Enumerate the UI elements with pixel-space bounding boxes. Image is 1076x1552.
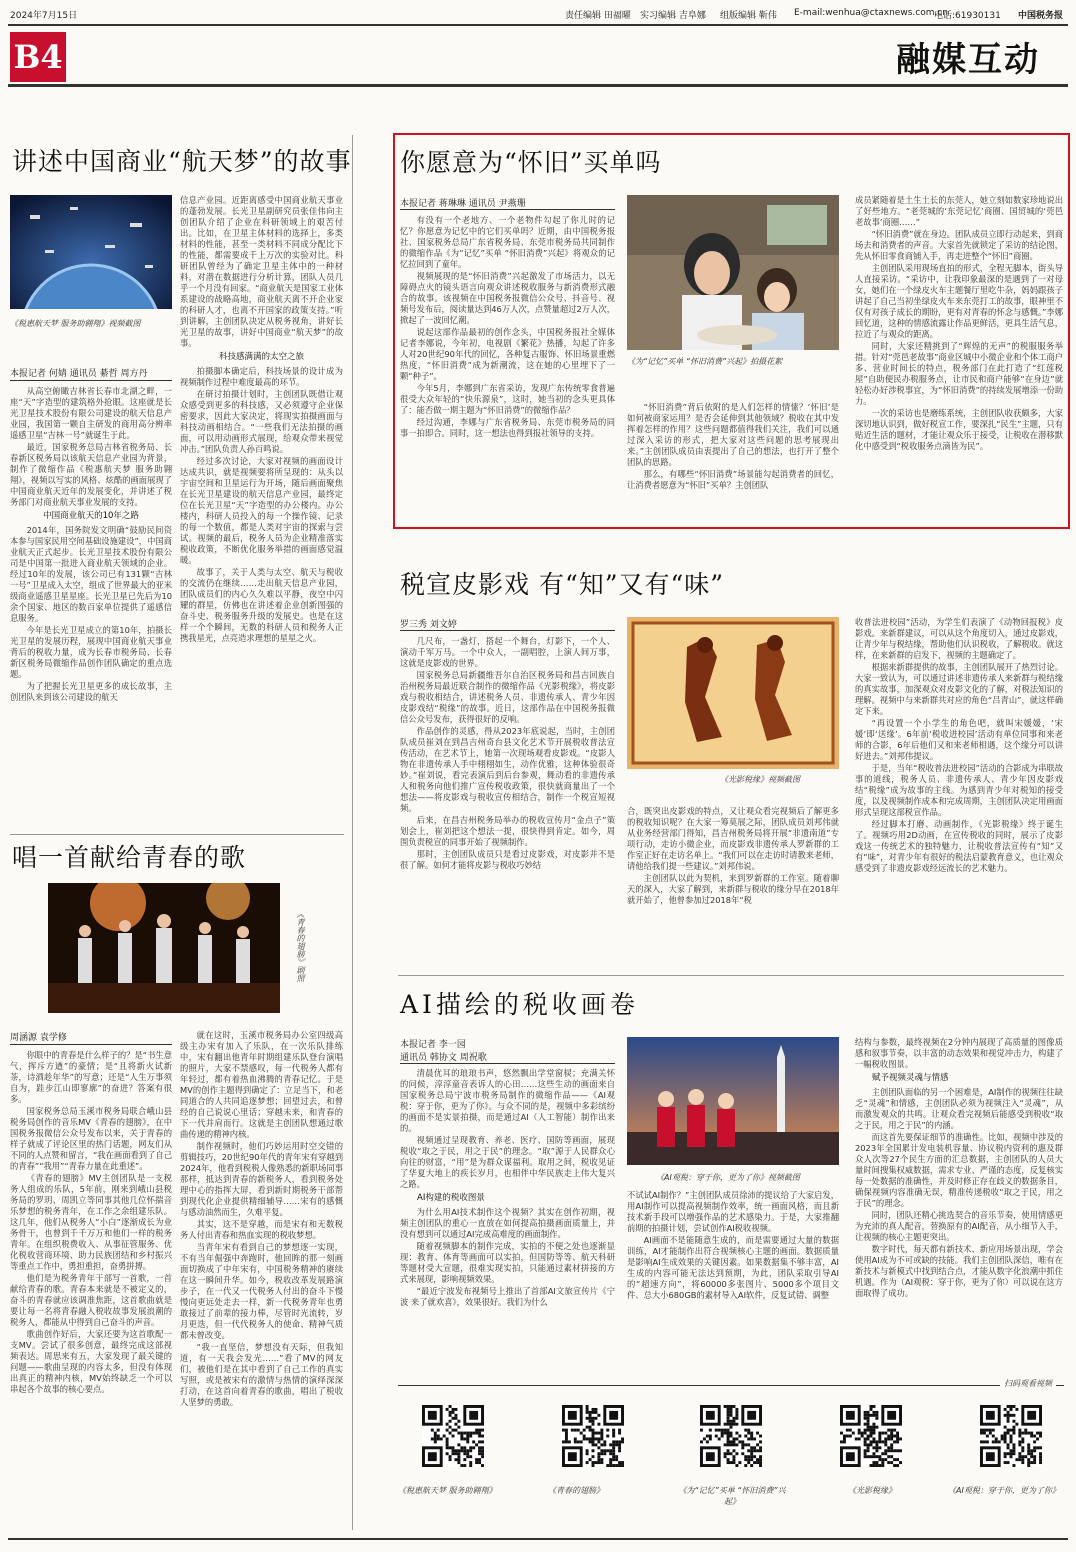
section-rule <box>8 84 1068 87</box>
paragraph: 其实，这不是穿越，而是宋有和无数税务人付出青春和热血实现的税收梦想。 <box>180 1219 343 1240</box>
intern-credit: 实习编辑 吉阜娜 <box>640 11 706 21</box>
paragraph: 最近，国家税务总局吉林省税务局、长春新区税务局以该航天信息产业园为背景，制作了微缩作品《税惠航天梦 服务助翱翔》，视频以写实的风格、炫酷的画面展现了中国商业航天近年的发展变化，并讲述了税务部门对商业航天事业发展的支持。 <box>10 442 172 507</box>
article3-byline-rule <box>10 1044 172 1045</box>
article5-caption: 《AI观税：穿于你，更为了你》视频截图 <box>656 1173 800 1182</box>
article1-subheading1: 中国商业航天的10年之路 <box>43 511 139 521</box>
article5-col2 <box>627 1190 839 1368</box>
designer-credit: 组版编辑 靳伟 <box>720 11 777 21</box>
article4-photo <box>627 617 839 769</box>
page-number-badge: B4 <box>10 32 66 82</box>
paragraph: 作品创作的灵感，得从2023年底说起，当时，主创团队成员崔刘在到昌吉州奇台县文化艺术节开展税收普法宣传活动，在艺术节上，她第一次现场观看皮影戏。“皮影人物在非遗传承人手中栩栩如生，动作优雅，这种体验很奇妙。”崔刘说，看完表演后到后台参观，舞动看的非遗传承人和税务向他们推广宣传税收政策，很快就商量出了一个想法——将皮影戏与税收宣传相结合，制作一个税宣短视频。 <box>400 726 615 813</box>
paragraph: 视频展现的是“怀旧消费”兴起激发了市场活力，以无障碍点火的镜头语言向观众讲述税收服务与新消费形式融合的故事。该视频在中国税务报微信公众号、抖音号、视频号发布后，阅读量达到46万人次，点赞量超过2万人次，掀起了一波回忆潮。 <box>400 271 615 325</box>
article4-col3 <box>855 617 1063 942</box>
qr-caption-1: 《税惠航天梦 服务助翱翔》 <box>398 1486 497 1495</box>
article3-col1 <box>10 1050 172 1534</box>
paragraph: 就在这时，玉溪市税务局办公室四级高级主办宋有加入了乐队，在一次乐队排练中，宋有翻出他青年时期组建乐队登台演唱的照片，大家不禁感叹，每一代税务人都有年轻过，都有着热血沸腾的青春记忆。于是MV的创作主题得到确定了：立足当下，和老同道合的人共同追逐梦想；回望过去，和曾经的自己说说心里话；穿越未来，和青春的下一代并肩而行。这就是主创团队想通过歌曲传递的精神内核。 <box>180 1030 343 1139</box>
paragraph: 同时，大家还精挑到了“辉煌的无声”的税服服务举措。针对“莞邑老故事”商业区城中小微企业和个体工商户多、营业时间长的特点，税务部门在此打造了“红莲税屋”自助便民办税服务点，让市民和商户能够“在身边”就轻松办好涉税事宜，为“怀旧消费”的持续发展增添一份助力。 <box>855 341 1063 406</box>
article5-byline-rule <box>400 1063 615 1064</box>
article3-col2 <box>180 1030 343 1534</box>
paragraph: 从高空俯瞰吉林省长春市北湖之畔，一座“天”字造型的建筑格外抢眼。这座就是长光卫星技术股份有限公司建设的航天信息产业园，我国第一颗自主研发的商用高分辨率遥感卫星“吉林一号”就诞生于此。 <box>10 386 172 440</box>
paragraph: 后来，在昌吉州税务局举办的税收宣传月“金点子”策划会上，崔刘把这个想法一提，很快得到肯定。如今，周围负责税宣的同事开始了视频制作。 <box>400 815 615 847</box>
qr-heading: 扫码观看视频 <box>1000 1378 1056 1389</box>
paragraph: 结构与参数，最终视频在2分钟内展现了高质量的图像质感和叙事节奏，以丰富的动态效果和视觉冲击力，构建了一幅税收图景。 <box>855 1037 1063 1069</box>
paragraph: 于是，当年“税收普法进校园”活动的合影成为串联故事的道线，税务人员、非遗传承人、青少年因皮影戏结“税缘”成为故事的主线。为感到青少年对税知的接受度，以及视频制作成本和完成周期，主创团队决定用画面形式呈现这部税宣作品。 <box>855 763 1063 817</box>
article5-subheading2: 赋予视频灵魂与情感 <box>872 1073 949 1083</box>
article5-col3 <box>855 1037 1063 1368</box>
paragraph: 歌曲创作好后，大家还要为这首歌配一支MV。尝试了很多创意，最终完成这部视频表达。周思来有五，大家发现了最关键的问题——歌曲呈现的内容太多，但没有体现出真正的精神内核，MV始终缺乏一个可以串起各个故事的核心要点。 <box>10 1329 172 1394</box>
paragraph: “最近宁波发布视频号上推出了首部AI文旅宣传片《宁波 来了就欢喜》，效果很好。我们为什么 <box>400 1286 615 1307</box>
article3-byline: 周涵源 袁学修 <box>10 1033 67 1043</box>
article3-caption: 《青春的翅膀》剧照 <box>296 910 305 982</box>
paragraph: 今年5月，李娜到广东省采访，发现广东传统零食普遍很受大众年轻的“快乐源泉”，这时，她当初的念头更具体了：能否做一期主题为“怀旧消费”的微缩作品？ <box>400 383 615 415</box>
article5-photo <box>627 1037 839 1165</box>
qr-code-5[interactable] <box>980 1405 1042 1467</box>
paragraph: 说起这部作品最初的创作念头，中国税务报社全媒体记者李娜说，今年初，电视剧《繁花》热播，勾起了许多人对20世纪90年代的回忆，各种复古服饰、怀旧场景重燃热度，“怀旧消费”成为新潮流，这在她的心里埋下了一颗“种子”。 <box>400 327 615 381</box>
paragraph: 国家税务总局玉溪市税务局联合峨山县税务局创作的音乐MV《青春的翅膀》，在中国税务报微信公众号发布以来，关于青春的样子就成了评论区里的热门话题，网友们从不同的人点赞和留言，“我在画面看到了自己的青春”“我用”“青春力量在此重述”。 <box>10 1106 172 1171</box>
article3-photo <box>48 883 280 1013</box>
paragraph: 几尺布，一盏灯，搭起一个舞台，灯影下，一个人、演动千军万马。一个中众人，一副唱腔，上演人间万事，这就是皮影戏的世界。 <box>400 636 615 668</box>
paragraph: 他们是为税务青年干部写一首歌，一首献给青春的歌。青春本来就是不被定义的，奋斗的青春就应该调准焦距，这首歌曲就是要让每一名将青春融入税收故事发展浪潮的税务人，都能从中得到自己奋斗的声音。 <box>10 1273 172 1327</box>
paragraph: 信息产业园。近距离感受中国商业航天事业的蓬勃发展。长光卫星副研究员张佳伟向主创团队介绍了企业在科研领域上的艰苦付出。比如，在卫星主体材料的选择上，多类材料的性能，甚至一类材料不同成分配比下的性能，都需要成千上万次的实验对比。科研团队曾经为了确定卫星主体中的一种材料，对潜在数据进行分析计算，团队人员几乎一个月没有回家。“商业航天是国家工业体系建设的战略高地，商业航天离不开企业家的科研人才，也离不开国家的政策支持。”听到讲解，主创团队决定从税务视角，讲好长光卫星的故事，讲好中国商业“航天梦”的故事。 <box>180 195 343 348</box>
article1-caption: 《税惠航天梦 服务助翱翔》视频截图 <box>10 319 141 328</box>
paragraph: 2014年，国务院发文明确“鼓励民间资本参与国家民用空间基础设施建设”，中国商业航天正式起步。长光卫星技术股份有限公司是中国第一批进入商业航天领域的企业。经过10年的发展，该公司已有131颗“吉林一号”卫星成入太空，组成了世界最大的亚米级商业遥感卫星星座。长光卫星已先后为10余个国家、地区的数百家单位提供了遥感信息服务。 <box>10 525 172 623</box>
article2-col2 <box>627 402 839 520</box>
article3-top-rule <box>10 834 344 835</box>
article4-byline-rule <box>400 630 615 631</box>
article2-byline-rule <box>400 209 615 210</box>
paragraph: 制作视频时，他们巧妙运用时空交错的剪辑技巧，20世纪90年代的青年宋有穿越到2024年，他看到税税人像熟悉的新职场同事那样，抵达到青春的新税务人，看到税务处理中心的指挥大屏，看到新时期税务干部帮到现代化企业提供精细辅导……宋有的感慨与感动油然而生，久难平复。 <box>180 1141 343 1217</box>
article4-col1 <box>400 636 615 942</box>
article1-col2 <box>180 195 343 824</box>
paragraph: 经过沟通，李娜与广东省税务局、东莞市税务局的同事一拍即合。同时，这一想法也得到报社领导的支持。 <box>400 417 615 438</box>
paragraph: 成员紧随着是土生土长的东莞人，她立刻如数家珍地说出了好些地方。“老莞城的‘东莞记忆’商圈、国贸城的‘莞邑老故事’商圈……” <box>855 195 1063 227</box>
article2-col3 <box>855 195 1063 520</box>
qr-code-2[interactable] <box>562 1405 624 1467</box>
article1-byline-rule <box>10 380 172 381</box>
article2-title: 你愿意为“怀旧”买单吗 <box>400 148 662 177</box>
article5-subheading1: AI构建的税收图景 <box>417 1193 485 1203</box>
email: E-mail:wenhua@ctaxnews.com.cn <box>794 8 948 18</box>
paragraph: 清晨优耳的琅琅书声，悠然飘出学堂窗棂；充满关怀的问候，淳淳童音表诉人的心田……这些生动的画面来自国家税务总局宁波市税务局制作的微缩作品——《AI观税：穿于你，更为了你》。与众不同的是，视频中多彩缤纷的画面不是实景拍摄，而是通过AI（人工智能）制作出来的。 <box>400 1068 615 1133</box>
header-rule <box>8 24 1068 26</box>
paragraph: 为了把握长光卫星更多的成长故事，主创团队来到该公司建设的航天 <box>10 681 172 702</box>
article3-title: 唱一首献给青春的歌 <box>12 843 247 872</box>
article4-byline: 罗三秀 刘文婷 <box>400 620 457 630</box>
article5-byline2: 通讯员 韩协文 周祝歌 <box>400 1053 487 1063</box>
paragraph: 故事了，关于人类与太空、航天与税收的交流仍在继续……走出航天信息产业园，团队成员们的内心久久难以平静，夜空中闪耀的群星，仿佛也在讲述着企业创新图强的奋斗史、税务服务升级的发展史。也是在这样一个个瞬间，无数的科研人员和税务人正携我星光，点亮造求理想的星星之火。 <box>180 567 343 643</box>
article1-title: 讲述中国商业“航天梦”的故事 <box>12 147 352 176</box>
qr-code-1[interactable] <box>422 1405 484 1467</box>
paragraph: “怀旧消费”背后依附的是人们怎样的情愫？‘怀旧’是如何被商家运用？是否会延伸到其他领域？税收在其中发挥着怎样的作用？这些问题都值得我们关注，我们可以通过深入采访的形式，把大家对这些问题的思考展现出来。”主创团队成员由衷提出了自己的想法，也打开了整个团队的思路。 <box>627 402 839 467</box>
paragraph: 经过脚本打磨、动画制作，《光影税缘》终于诞生了。视频巧用2D动画，在宣传税收的同时，展示了皮影戏这一传统艺术的独特魅力，让税收普法宣传有“知”又有“味”，对青少年有很好的税法启蒙教育意义，也让观众感受到了非遗皮影戏经远流长的艺术魅力。 <box>855 819 1063 873</box>
qr-code-4[interactable] <box>840 1405 902 1467</box>
paragraph: 一次的采访也是磨练系统，主创团队收获颇多，大家深切地认识到，做好税宣工作，要深扎“民生”主题，只有贴近生活的题材，才能让观众乐于接受，让税收在潜移默化中感受到“税收服务点滴皆为民”。 <box>855 408 1063 451</box>
paragraph: 今年是长光卫星成立的第10年，拍摄长光卫星的发展历程，展现中国商业航天事业背后的税收力量，成为长春市税务局、长春新区税务局微缩作品创作团队确定的重点选题。 <box>10 625 172 679</box>
article5-col1 <box>400 1068 615 1368</box>
article1-byline: 本报记者 何婧 通讯员 綦哲 周方丹 <box>10 369 148 379</box>
article1-photo <box>10 195 172 309</box>
qr-caption-4: 《光影税缘》 <box>848 1486 896 1495</box>
editor-credit: 责任编辑 田福曜 <box>565 11 631 21</box>
paragraph: 主创团队采用现场直拍的形式，全程无脚本，街头导人直接采访。“采访中，让我印象最深的是遇到了一对母女，她们在一个绿皮火车主题餐厅里吃牛杂，妈妈跟孩子讲起了自己当初坐绿皮火车来东莞打工的故事，眼神里不仅有对孩子成长的期盼，更有对青春的怀念与感慨。”李娜回忆道，这种的情感流露让作品更鲜活，更具生活气息，拉近了与观众的距离。 <box>855 263 1063 339</box>
paragraph: 你眼中的青春是什么样子的？是“书生意气，挥斥方遒”的豪情；是“且将新火试新茶，诗酒趁年华”的写意；还是“人生万事须自为，跬步江山即寥廓”的奋进？答案有很多。 <box>10 1050 172 1104</box>
qr-code-3[interactable] <box>700 1405 762 1467</box>
article2-col1 <box>400 215 615 520</box>
article1-col1 <box>10 386 172 824</box>
paragraph: 《青春的翅膀》MV主创团队是一支税务人组成的乐队，5年前，刚来到峨山县税务局的罗玥、周凯立等同事其他几位怀揣音乐梦想的税务青年，在工作之余组建乐队。这几年，他们从税务人“小白”逐渐成长为业务骨干，也曾到千千万万和他们一样的税务青年。在组织税费收入、从事征管服务、优化税收营商环境、助力民族团结和乡村振兴等重点工作中，勇担重担，奋勇拼搏。 <box>10 1173 172 1271</box>
paragraph: 而这首先要保证细节的准确性。比如，视频中涉及的2023年全国累计发电装机容量、协议税内资利的惠及群众人次等27个民生方面的汇总数据，主创团队的人员大量时间搜集权威数据，需求专业、严谨的态度，反复核实每一处数据的准确性，并及时修正存在歧义的数据条目，确保视频内容准确无误，精准传递税收“取之于民，用之于民”的理念。 <box>855 1132 1063 1208</box>
article5-title: AI描绘的税收画卷 <box>400 990 639 1019</box>
paragraph: 主创团队以此为契机，来到罗新群的工作室。随着聊天的深入，大家了解到，来新群与税收的缘分早在2018年就开始了，他曾参加过2018年“税 <box>627 873 839 905</box>
paragraph: 收普法进校园”活动，为学生们表演了《动物回报税》皮影戏。来新群建议，可以从这个角度切入，通过皮影戏，让青少年与税结缘，帮助他们认识税收，了解税收。就这样，在来新群的启发下，视频的主题确定了。 <box>855 617 1063 660</box>
bottom-rule <box>8 1538 1068 1540</box>
article5-top-rule <box>398 975 1064 976</box>
paragraph: AI画面不是能随意生成的，而是需要通过大量的数据训练，AI才能制作出符合视频核心主题的画面。数据质量是影响AI生成效果的关键因素。如果数据集不够丰富，AI生成的内容可能无法达到预期，为此，团队采取引导AI的“超速方向”，将60000多张图片、5000多个项目文件、总大小680GB的素材导入AI软件，反复试错、调整 <box>627 1235 839 1300</box>
paragraph: 拍摄脚本确定后，科技场景的设计成为视频制作过程中难度最高的环节。 <box>180 366 343 387</box>
paragraph: 不试试AI制作？”主创团队成员徐沛的提议给了大家启发，用AI制作可以提高视频制作效率，统一画面风格，而且新技术新手段可以增强作品的艺术感染力。于是，大家推翻前期的拍摄计划，尝试创作AI税收视频。 <box>627 1190 839 1233</box>
qr-caption-3: 《为“记忆”买单 “怀旧消费”兴起》 <box>678 1486 786 1506</box>
phone: 电话:61930131 <box>934 11 1001 21</box>
paragraph: “再设置一个小学生的角色吧，就叫宋媛媛，‘宋媛’即‘送缘’。6年前‘税收进校园’活动有单位同事和来老师的合影，6年后他们又和来老师相遇，这个缘分可以讲好进去。”刘邦伟提议。 <box>855 718 1063 761</box>
paragraph: 为什么用AI技术制作这个视频？其实在创作初期，视频主创团队的重心一直放在如何提高拍摄画面质量上，并没有想到可以通过AI完成高难度的画面制作。 <box>400 1207 615 1239</box>
article2-caption: 《为“记忆”买单 “怀旧消费”兴起》拍摄花絮 <box>627 357 783 366</box>
vertical-divider <box>352 135 353 1530</box>
paper-name: 中国税务报 <box>1018 11 1064 21</box>
article4-col2 <box>627 806 839 942</box>
paragraph: 视频通过呈现教育、养老、医疗、国防等画面，展现税收“取之于民，用之于民”的理念。“取”源于人民群众心向往的财富，“用”是为群众谋福利。取用之间，税收见证了华夏大地上的疾长岁月，也相伴中华民族走上伟大复兴之路。 <box>400 1135 615 1189</box>
paragraph: 数字时代，每天都有新技术、新应用场景出现，学会使用AI成为不可或缺的技能。我们主创团队深信，唯有在新技术与新模式中找到结合点，才能从数字化浪潮中抓住机遇。作为（AI观税：穿于你，更为了你）可以说在这方面取得了成功。 <box>855 1244 1063 1298</box>
section-title: 融媒互动 <box>896 40 1040 80</box>
paragraph: 那么，有哪些“怀旧消费”场景能勾起消费者的回忆，让消费者愿意为“怀旧”买单？主创团队 <box>627 469 839 490</box>
article4-title: 税宣皮影戏 有“知”又有“味” <box>400 570 725 599</box>
paragraph: 经过多次讨论，大家对视频的画面设计达成共识，就是视频要将所呈现的：从头以宇宙空间和卫星运行为开场，随后画面聚焦在长光卫星建设的航天信息产业园，最终定位在长光卫星“天”字造型的办公楼内。办公楼内，科研人员投入的每一个操作镜、记录的每一个数值，都是人类对宇宙的探索与尝试。视频的最后，税务人员为企业精准落实税收政策，不断优化服务举措的画面感觉温暖。 <box>180 456 343 565</box>
paragraph: 当青年宋有看到自己的梦想逐一实现，不有当年倔强中奔跑时，他回眸的那一刻画面切换成了中年宋有，中国税务精神的赓续在这一瞬间升华。如今，税收改革发展路演步子，在一代又一代税务人付出的奋斗下慢慢向更远处走去一样，新一代税务青年也勇敢接过了前辈的接力棒，尽管时光流转，岁月更迭，但一代代税务人的使命、精神气质都未曾改变。 <box>180 1242 343 1340</box>
paragraph: 根据来新群提供的故事，主创团队展开了热烈讨论。大家一致认为，可以通过讲述非遗传承人来新群与税结缘的真实故事，加深观众对皮影文化的了解，对税法知识的理解。视频中与来新群共对应的角色“吕青山”，就这样确定下来。 <box>855 662 1063 716</box>
paragraph: 有没有一个老地方、一个老物件勾起了你儿时的记忆？你愿意为记忆中的它们买单吗？近期，由中国税务报社、国家税务总局广东省税务局、东莞市税务局共同制作的微缩作品《为“记忆”买单 “怀旧消费”兴起》将观众的记忆拉回到了童年。 <box>400 215 615 269</box>
article2-photo <box>627 195 839 350</box>
article2-byline: 本报记者 蒋琳琳 通讯员 尹燕珊 <box>400 199 526 209</box>
paragraph: 合，既突出皮影戏的特点，又让观众看完视频后了解更多的税收知识呢？在大家一筹莫展之际，团队成员刘邦伟就从业务经营部门得知，昌吉州税务局将开展“非遗南道”专项行动，走访小微企业，而皮影戏非遗传承人罗新群的工作室正好在走访名单上。“我们可以在走访时请教来老师，请他给我们提一些建议。”刘邦伟说。 <box>627 806 839 871</box>
article4-caption: 《光影税缘》视频截图 <box>720 775 800 784</box>
paragraph: 国家税务总局新疆维吾尔自治区税务局和昌吉回族自治州税务局最近联合制作的微缩作品《光影税缘》，将皮影戏与税收相结合，讲述税务人员、非遗传承人、青少年因皮影戏结“税缘”的故事。近日，这部作品在中国税务报微信公众号发布，获得很好的反响。 <box>400 670 615 724</box>
paragraph: “我一直坚信，梦想没有天际，但我知道，有一天我会发光……”看了MV的网友们，被他们是在其中看到了自己工作的真实写照，或是被宋有的激情与热情的演绎深深打动，在这首向着青春的歌曲，唱出了税收人坚梦的勇敢。 <box>180 1342 343 1407</box>
paragraph: “怀旧消费”就在身边。团队成员立即行动起来，到商场去和消费者的声音。大家首先就锁定了采访的结论图，先从怀旧零食商铺入手，再走进整个“怀旧”商圈。 <box>855 229 1063 261</box>
qr-top-rule <box>398 1385 1064 1386</box>
qr-caption-2: 《青春的翅膀》 <box>548 1486 604 1495</box>
paragraph: 那时，主创团队成员只是看过皮影戏，对皮影并不是很了解。如何才能将皮影与税收巧妙结 <box>400 849 615 870</box>
article1-subheading2: 科技感满满的太空之旅 <box>218 352 304 362</box>
paragraph: 同时，团队还精心挑选契合的音乐节奏，使用情感更为充沛的真人配音，替换原有的AI配音，从小细节入手，让视频的核心主题更突出。 <box>855 1210 1063 1242</box>
paragraph: 主创团队面临的另一个困难是，AI制作的视频往往缺乏“灵魂”和情感，主创团队必须为视频注入“灵魂”，从而激发观众的共鸣。让观众看完视频后能感受到税收“取之于民，用之于民”的内涵。 <box>855 1087 1063 1130</box>
qr-caption-5: 《AI观税：穿于你，更为了你》 <box>948 1486 1060 1495</box>
issue-date: 2024年7月15日 <box>10 11 78 21</box>
paragraph: 随着视频脚本的制作完成，实拍的不便之处也逐渐显现：教育、体育等画面可以实拍，但国防等等、航天科研等题材受大宣题，很难实现实拍，只能通过素材拼接的方式来展现，影响视频效果。 <box>400 1241 615 1284</box>
paragraph: 在研讨拍摄计划时，主创团队既借让观众感受到更多的科技感，又必须遵守企业保密要求，因此大家决定，将现实拍摄画面与科技动画相结合。“一些我们无法拍摄的画面，可以用动画形式展现，给观众带来视觉冲击。”团队负责人孙百鸣说。 <box>180 389 343 454</box>
article5-byline1: 本报记者 李一园 <box>400 1040 466 1050</box>
